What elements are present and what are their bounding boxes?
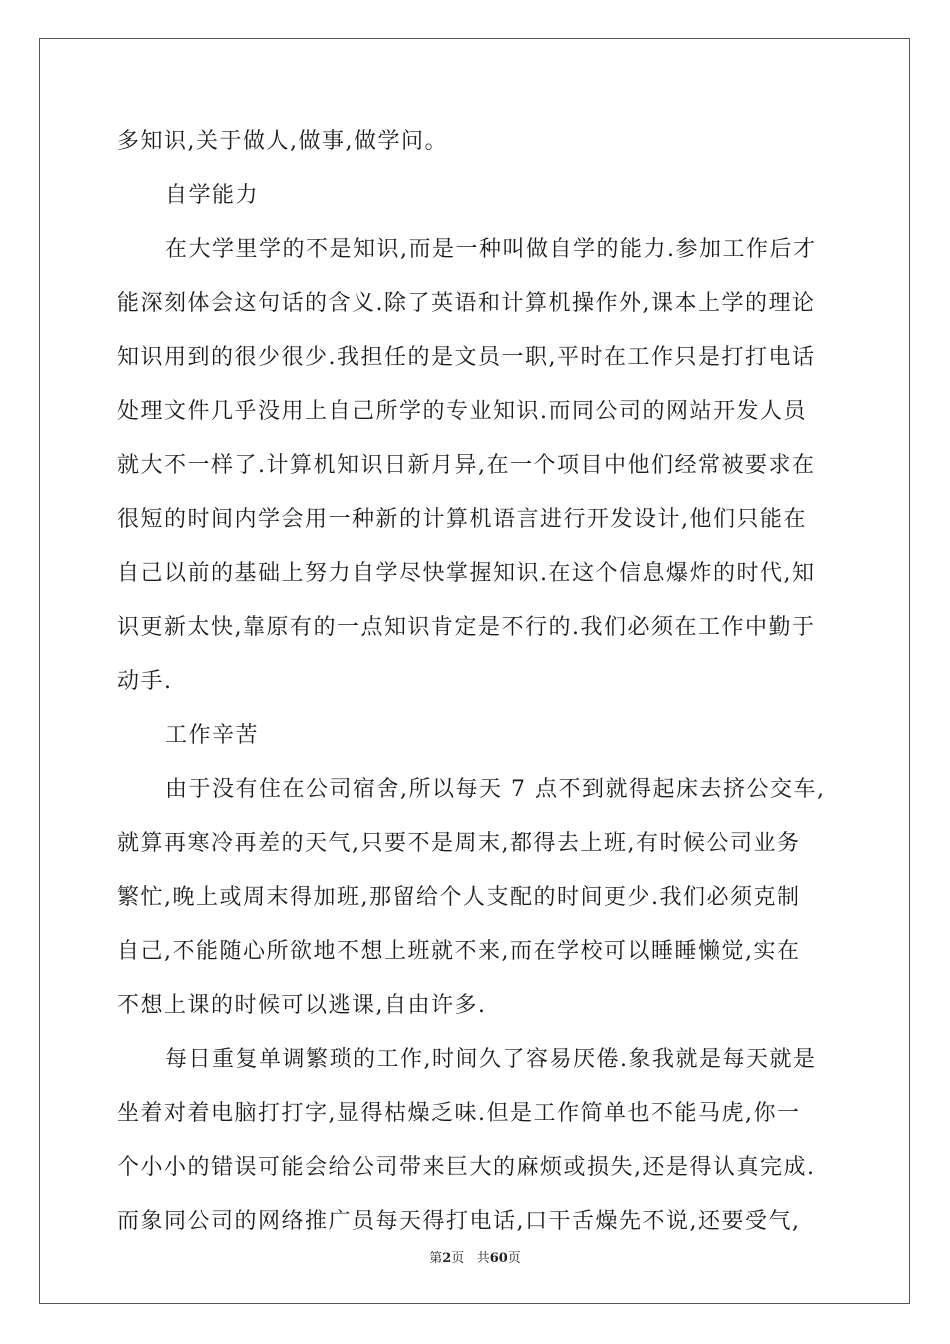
section-heading: 工作辛苦 <box>165 723 260 748</box>
text-line: 坐着对着电脑打打字,显得枯燥乏味.但是工作简单也不能马虎,你一 <box>117 1101 801 1126</box>
text-line: 识更新太快,靠原有的一点知识肯定是不行的.我们必须在工作中勤于 <box>117 615 816 640</box>
text-line: 动手. <box>117 669 173 694</box>
page-number: 2 <box>442 1251 452 1266</box>
text-line: 很短的时间内学会用一种新的计算机语言进行开发设计,他们只能在 <box>117 507 807 532</box>
total-suffix: 页 <box>507 1251 521 1266</box>
text-line: 个小小的错误可能会给公司带来巨大的麻烦或损失,还是得认真完成. <box>117 1155 816 1180</box>
text-line: 自己以前的基础上努力自学尽快掌握知识.在这个信息爆炸的时代,知 <box>117 561 816 586</box>
text-line: 就大不一样了.计算机知识日新月异,在一个项目中他们经常被要求在 <box>117 453 816 478</box>
page-prefix: 第 <box>429 1251 443 1266</box>
text-line: 不想上课的时候可以逃课,自由许多. <box>117 993 487 1018</box>
page-suffix: 页 <box>451 1251 465 1266</box>
page-footer <box>0 1247 950 1266</box>
text-line: 处理文件几乎没用上自己所学的专业知识.而同公司的网站开发人员 <box>117 399 807 424</box>
text-line: 而象同公司的网络推广员每天得打电话,口干舌燥先不说,还要受气, <box>117 1209 801 1234</box>
paragraph-first-line: 每日重复单调繁琐的工作,时间久了容易厌倦.象我就是每天就是 <box>165 1047 817 1072</box>
text-line: 自己,不能随心所欲地不想上班就不来,而在学校可以睡睡懒觉,实在 <box>117 939 801 964</box>
total-prefix: 共 <box>476 1251 490 1266</box>
total-pages: 60 <box>489 1251 508 1266</box>
section-heading: 自学能力 <box>165 183 260 208</box>
paragraph-first-line: 由于没有住在公司宿舍,所以每天 7 点不到就得起床去挤公交车, <box>165 777 826 802</box>
text-line: 繁忙,晚上或周末得加班,那留给个人支配的时间更少.我们必须克制 <box>117 885 801 910</box>
text-line: 就算再寒冷再差的天气,只要不是周末,都得去上班,有时候公司业务 <box>117 831 801 856</box>
text-line: 知识用到的很少很少.我担任的是文员一职,平时在工作只是打打电话 <box>117 345 816 370</box>
text-line: 能深刻体会这句话的含义.除了英语和计算机操作外,课本上学的理论 <box>117 291 816 316</box>
text-line: 多知识,关于做人,做事,做学问。 <box>117 129 448 154</box>
paragraph-first-line: 在大学里学的不是知识,而是一种叫做自学的能力.参加工作后才 <box>165 237 817 262</box>
